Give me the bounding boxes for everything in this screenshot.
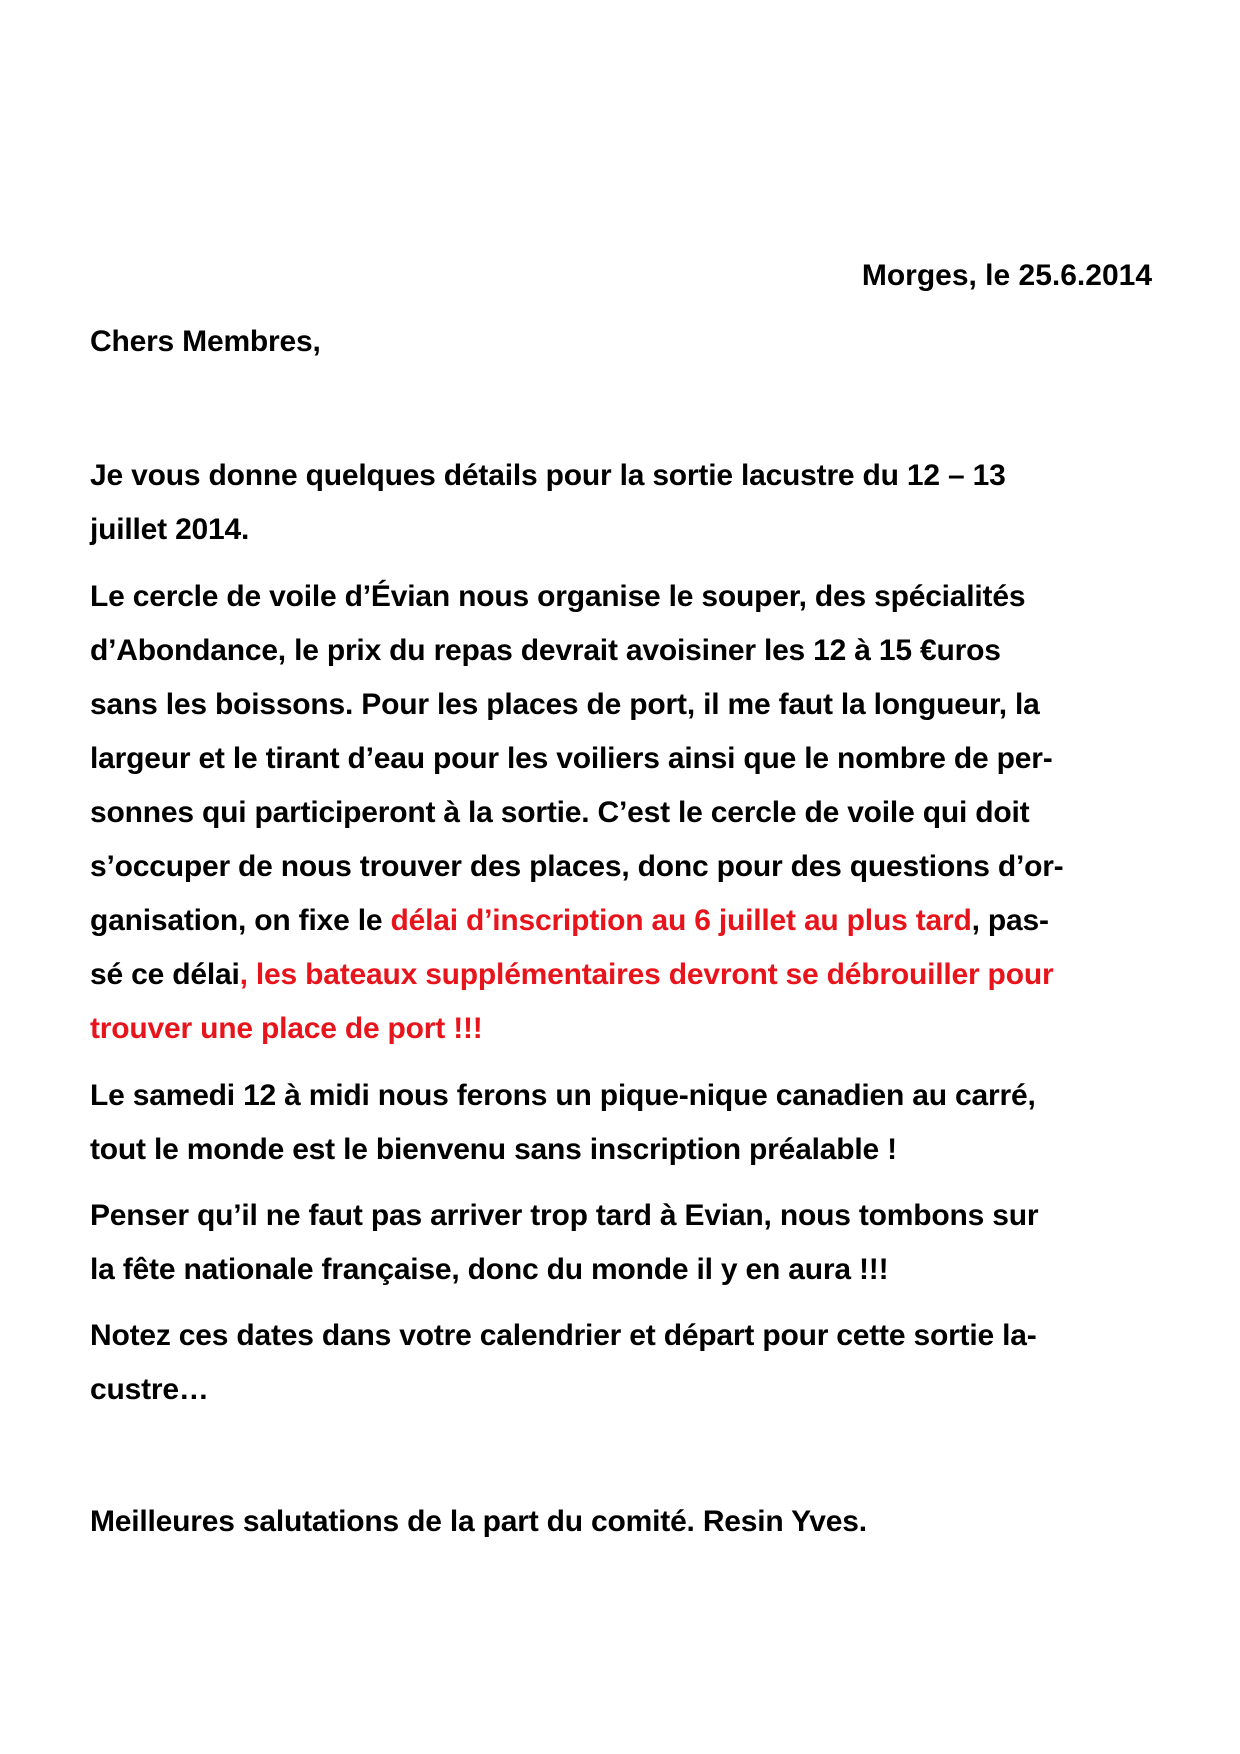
paragraph-line (90, 957, 1053, 993)
warning-highlight: , les bateaux supplémentaires devront se débrouiller pour (239, 958, 1054, 991)
closing-signature: Meilleures salutations de la part du comité. Resin Yves. (90, 1505, 867, 1538)
warning-highlight: trouver une place de port !!! (90, 1012, 483, 1045)
paragraph-line: Je vous donne quelques détails pour la sortie lacustre du 12 – 13 (90, 459, 1006, 492)
paragraph-line: sans les boissons. Pour les places de port, il me faut la longueur, la (90, 688, 1040, 721)
paragraph-line (90, 903, 1049, 939)
paragraph-line: Le cercle de voile d’Évian nous organise le souper, des spécialités (90, 580, 1026, 613)
paragraph-line: Notez ces dates dans votre calendrier et départ pour cette sortie la- (90, 1319, 1037, 1352)
text-segment: ganisation, on fixe le (90, 904, 391, 937)
text-segment: sé ce délai (90, 958, 240, 991)
paragraph-line: s’occuper de nous trouver des places, donc pour des questions d’or- (90, 850, 1064, 883)
paragraph-line: Le samedi 12 à midi nous ferons un pique-nique canadien au carré, (90, 1079, 1036, 1112)
paragraph-line: largeur et le tirant d’eau pour les voiliers ainsi que le nombre de per- (90, 742, 1053, 775)
deadline-highlight: délai d’inscription au 6 juillet au plus tard (390, 904, 972, 937)
paragraph-line: juillet 2014. (90, 513, 250, 546)
paragraph-line: custre… (90, 1373, 209, 1406)
paragraph-line: tout le monde est le bienvenu sans inscription préalable ! (90, 1133, 897, 1166)
paragraph-line: sonnes qui participeront à la sortie. C’est le cercle de voile qui doit (90, 796, 1030, 829)
text-segment: , pas- (971, 904, 1049, 937)
paragraph-line: la fête nationale française, donc du monde il y en aura !!! (90, 1253, 889, 1286)
place-date: Morges, le 25.6.2014 (861, 259, 1152, 292)
paragraph-line: d’Abondance, le prix du repas devrait avoisiner les 12 à 15 €uros (90, 634, 1001, 667)
paragraph-line: Penser qu’il ne faut pas arriver trop tard à Evian, nous tombons sur (90, 1199, 1039, 1232)
salutation: Chers Membres, (90, 325, 321, 358)
